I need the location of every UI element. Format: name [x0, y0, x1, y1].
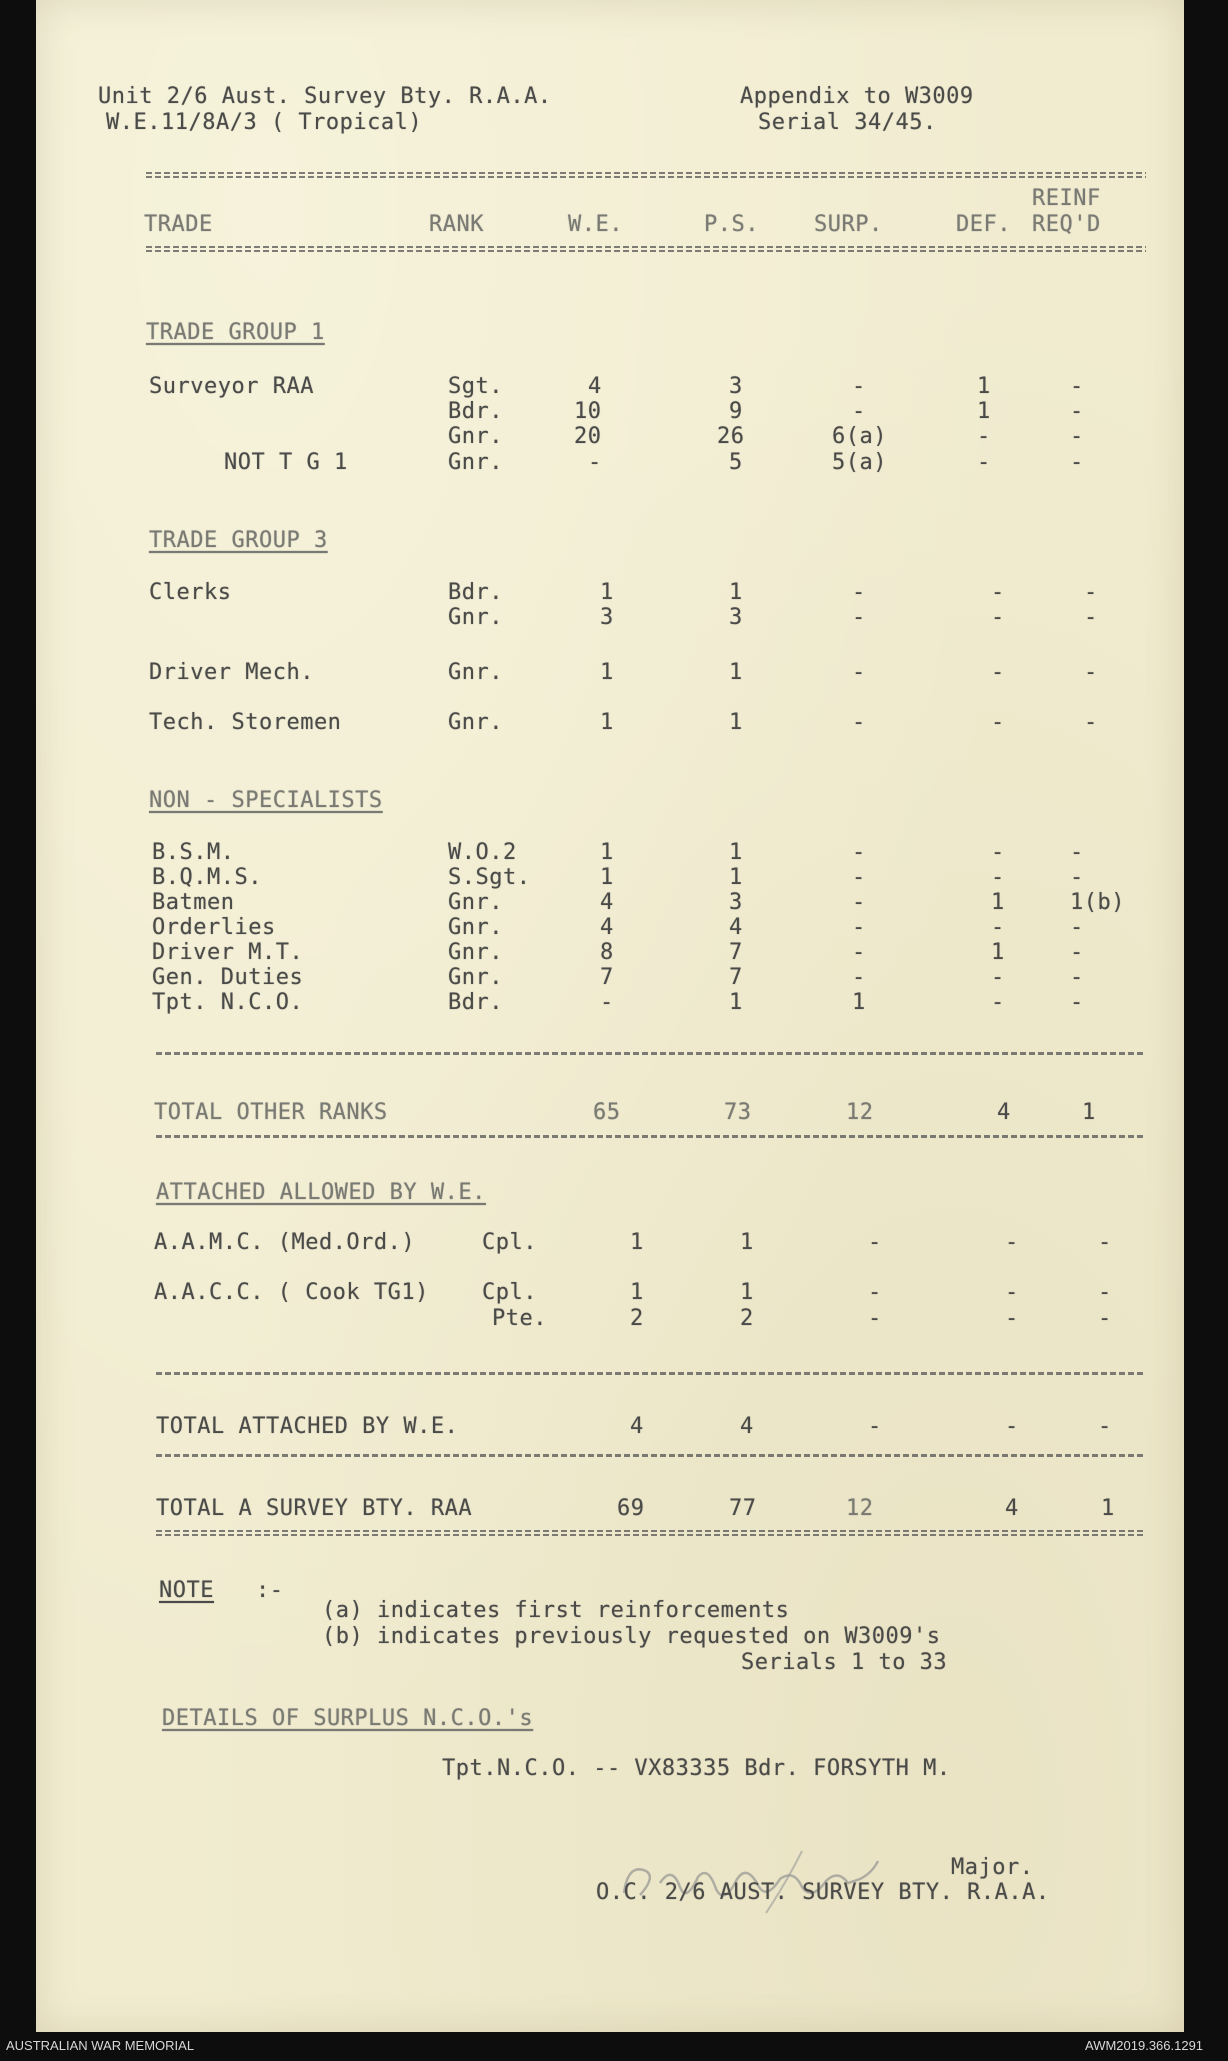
- we-cell: 4: [630, 1414, 644, 1439]
- reinf-cell: -: [1098, 1306, 1112, 1331]
- surp-cell: -: [852, 660, 866, 685]
- ps-cell: 4: [740, 1414, 754, 1439]
- ps-cell: 4: [729, 915, 743, 940]
- we-cell: 1: [600, 710, 614, 735]
- reinf-cell: -: [1084, 605, 1098, 630]
- trade-cell: B.Q.M.S.: [152, 865, 262, 890]
- trade-cell: Orderlies: [152, 915, 276, 940]
- ps-cell: 77: [729, 1496, 757, 1521]
- surp-cell: -: [852, 840, 866, 865]
- reinf-cell: -: [1084, 710, 1098, 735]
- def-cell: 1: [991, 890, 1005, 915]
- total-rule: [156, 1135, 1146, 1138]
- ps-cell: 9: [729, 399, 743, 424]
- we-cell: -: [600, 990, 614, 1015]
- subtotal-rule: [156, 1052, 1146, 1055]
- col-surp: SURP.: [814, 212, 883, 237]
- ps-cell: 1: [729, 710, 743, 735]
- we-cell: 4: [600, 915, 614, 940]
- total-label: TOTAL ATTACHED BY W.E.: [156, 1414, 459, 1439]
- def-cell: -: [991, 580, 1005, 605]
- we-cell: 7: [600, 965, 614, 990]
- we-cell: 4: [600, 890, 614, 915]
- reinf-cell: -: [1070, 399, 1084, 424]
- col-reqd: REQ'D: [1032, 212, 1101, 237]
- surp-cell: -: [852, 399, 866, 424]
- def-cell: -: [977, 450, 991, 475]
- ps-cell: 1: [729, 660, 743, 685]
- note-sep: :-: [256, 1578, 284, 1603]
- surp-cell: 1: [852, 990, 866, 1015]
- def-cell: -: [1005, 1414, 1019, 1439]
- reinf-cell: -: [1098, 1280, 1112, 1305]
- reinf-cell: -: [1070, 915, 1084, 940]
- trade-cell: Gen. Duties: [152, 965, 304, 990]
- we-cell: 2: [630, 1306, 644, 1331]
- header-rule: [146, 172, 1146, 178]
- ps-cell: 1: [740, 1230, 754, 1255]
- we-cell: 1: [600, 580, 614, 605]
- surp-cell: -: [852, 580, 866, 605]
- note-b: (b) indicates previously requested on W3009's: [322, 1624, 941, 1649]
- we-cell: 1: [600, 865, 614, 890]
- we-cell: 10: [574, 399, 602, 424]
- col-reinf: REINF: [1032, 186, 1101, 211]
- we-cell: 1: [630, 1280, 644, 1305]
- surp-cell: 12: [846, 1496, 874, 1521]
- note-label: NOTE: [159, 1578, 214, 1603]
- we-cell: 3: [600, 605, 614, 630]
- archive-footer-left: AUSTRALIAN WAR MEMORIAL: [6, 2038, 195, 2053]
- rank-cell: Bdr.: [448, 580, 503, 605]
- col-we: W.E.: [568, 212, 623, 237]
- def-cell: -: [991, 660, 1005, 685]
- tg1-not-tg: NOT T G 1: [224, 450, 348, 475]
- surp-cell: -: [852, 965, 866, 990]
- reinf-cell: -: [1070, 840, 1084, 865]
- reinf-cell: -: [1098, 1414, 1112, 1439]
- def-cell: -: [991, 710, 1005, 735]
- we-cell: 4: [588, 374, 602, 399]
- ps-cell: 3: [729, 605, 743, 630]
- surp-cell: 12: [846, 1100, 874, 1125]
- document-page: [36, 0, 1184, 2032]
- note-a: (a) indicates first reinforcements: [322, 1598, 790, 1623]
- we-cell: 65: [593, 1100, 621, 1125]
- surplus-line: Tpt.N.C.O. -- VX83335 Bdr. FORSYTH M.: [442, 1756, 951, 1781]
- surp-cell: -: [868, 1280, 882, 1305]
- tg1-heading: TRADE GROUP 1: [146, 320, 325, 345]
- rank-cell: Cpl.: [482, 1230, 537, 1255]
- reinf-cell: 1: [1082, 1100, 1096, 1125]
- ps-cell: 1: [740, 1280, 754, 1305]
- rank-cell: Gnr.: [448, 915, 503, 940]
- trade-cell: A.A.M.C. (Med.Ord.): [154, 1230, 416, 1255]
- reinf-cell: -: [1098, 1230, 1112, 1255]
- surp-cell: 6(a): [832, 424, 887, 449]
- def-cell: 1: [977, 399, 991, 424]
- ps-cell: 1: [729, 990, 743, 1015]
- we-cell: 20: [574, 424, 602, 449]
- rank-cell: Cpl.: [482, 1280, 537, 1305]
- we-cell: 1: [600, 660, 614, 685]
- tg3-driver-mech: Driver Mech.: [149, 660, 314, 685]
- rank-cell: Gnr.: [448, 710, 503, 735]
- note-b-serials: Serials 1 to 33: [741, 1650, 948, 1675]
- def-cell: 4: [997, 1100, 1011, 1125]
- surp-cell: -: [852, 890, 866, 915]
- attached-rule: [156, 1372, 1146, 1375]
- def-cell: -: [991, 605, 1005, 630]
- grand-total-rule: [156, 1530, 1146, 1536]
- we-cell: 69: [617, 1496, 645, 1521]
- reinf-cell: -: [1084, 580, 1098, 605]
- we-line: W.E.11/8A/3 ( Tropical): [106, 110, 423, 135]
- rank-cell: Gnr.: [448, 424, 503, 449]
- trade-cell: A.A.C.C. ( Cook TG1): [154, 1280, 429, 1305]
- def-cell: -: [1005, 1280, 1019, 1305]
- surp-cell: -: [868, 1414, 882, 1439]
- ps-cell: 26: [717, 424, 745, 449]
- rank-cell: Gnr.: [448, 660, 503, 685]
- rank-cell: Gnr.: [448, 450, 503, 475]
- ps-cell: 2: [740, 1306, 754, 1331]
- tg3-heading: TRADE GROUP 3: [149, 528, 328, 553]
- ps-cell: 3: [729, 890, 743, 915]
- col-def: DEF.: [956, 212, 1011, 237]
- surp-cell: -: [868, 1230, 882, 1255]
- reinf-cell: -: [1070, 450, 1084, 475]
- tg3-clerks: Clerks: [149, 580, 232, 605]
- rank-cell: Gnr.: [448, 890, 503, 915]
- rank-cell: Gnr.: [448, 965, 503, 990]
- def-cell: 1: [991, 940, 1005, 965]
- nonspec-heading: NON - SPECIALISTS: [149, 788, 383, 813]
- rank-cell: Gnr.: [448, 605, 503, 630]
- surp-cell: -: [852, 374, 866, 399]
- rank-cell: Pte.: [492, 1306, 547, 1331]
- col-trade: TRADE: [144, 212, 213, 237]
- surp-cell: -: [852, 865, 866, 890]
- trade-cell: Tpt. N.C.O.: [152, 990, 304, 1015]
- ps-cell: 1: [729, 580, 743, 605]
- reinf-cell: -: [1070, 424, 1084, 449]
- trade-cell: Batmen: [152, 890, 235, 915]
- ps-cell: 5: [729, 450, 743, 475]
- appendix-ref: Appendix to W3009: [740, 84, 974, 109]
- rank-cell: S.Sgt.: [448, 865, 531, 890]
- we-cell: 8: [600, 940, 614, 965]
- reinf-cell: -: [1070, 374, 1084, 399]
- we-cell: 1: [600, 840, 614, 865]
- surp-cell: -: [868, 1306, 882, 1331]
- total-label: TOTAL OTHER RANKS: [154, 1100, 388, 1125]
- reinf-cell: -: [1084, 660, 1098, 685]
- total-attached-rule: [156, 1454, 1146, 1457]
- rank-cell: W.O.2: [448, 840, 517, 865]
- attached-heading: ATTACHED ALLOWED BY W.E.: [156, 1180, 486, 1205]
- rank-cell: Bdr.: [448, 990, 503, 1015]
- reinf-cell: -: [1070, 940, 1084, 965]
- def-cell: 4: [1005, 1496, 1019, 1521]
- surp-cell: -: [852, 605, 866, 630]
- columns-rule: [146, 246, 1146, 252]
- ps-cell: 1: [729, 840, 743, 865]
- col-rank: RANK: [429, 212, 484, 237]
- tg3-tech-storemen: Tech. Storemen: [149, 710, 342, 735]
- def-cell: -: [991, 990, 1005, 1015]
- trade-cell: B.S.M.: [152, 840, 235, 865]
- rank-cell: Bdr.: [448, 399, 503, 424]
- reinf-cell: -: [1070, 865, 1084, 890]
- rank-cell: Gnr.: [448, 940, 503, 965]
- surplus-heading: DETAILS OF SURPLUS N.C.O.'s: [162, 1706, 534, 1731]
- reinf-cell: 1(b): [1070, 890, 1125, 915]
- reinf-cell: -: [1070, 965, 1084, 990]
- def-cell: -: [991, 965, 1005, 990]
- def-cell: 1: [977, 374, 991, 399]
- total-label: TOTAL A SURVEY BTY. RAA: [156, 1496, 473, 1521]
- def-cell: -: [991, 840, 1005, 865]
- ps-cell: 7: [729, 965, 743, 990]
- def-cell: -: [1005, 1306, 1019, 1331]
- col-ps: P.S.: [704, 212, 759, 237]
- tg1-trade: Surveyor RAA: [149, 374, 314, 399]
- reinf-cell: 1: [1101, 1496, 1115, 1521]
- unit-line: Unit 2/6 Aust. Survey Bty. R.A.A.: [98, 84, 552, 109]
- surp-cell: 5(a): [832, 450, 887, 475]
- surp-cell: -: [852, 940, 866, 965]
- surp-cell: -: [852, 710, 866, 735]
- we-cell: -: [588, 450, 602, 475]
- archive-footer-right: AWM2019.366.1291: [1085, 2038, 1204, 2053]
- ps-cell: 73: [724, 1100, 752, 1125]
- ps-cell: 3: [729, 374, 743, 399]
- reinf-cell: -: [1070, 990, 1084, 1015]
- surp-cell: -: [852, 915, 866, 940]
- rank-cell: Sgt.: [448, 374, 503, 399]
- trade-cell: Driver M.T.: [152, 940, 304, 965]
- def-cell: -: [991, 865, 1005, 890]
- signature-rank: Major.: [951, 1855, 1034, 1880]
- ps-cell: 7: [729, 940, 743, 965]
- def-cell: -: [991, 915, 1005, 940]
- def-cell: -: [1005, 1230, 1019, 1255]
- def-cell: -: [977, 424, 991, 449]
- serial-ref: Serial 34/45.: [758, 110, 937, 135]
- signature-unit: O.C. 2/6 AUST. SURVEY BTY. R.A.A.: [596, 1880, 1050, 1905]
- we-cell: 1: [630, 1230, 644, 1255]
- ps-cell: 1: [729, 865, 743, 890]
